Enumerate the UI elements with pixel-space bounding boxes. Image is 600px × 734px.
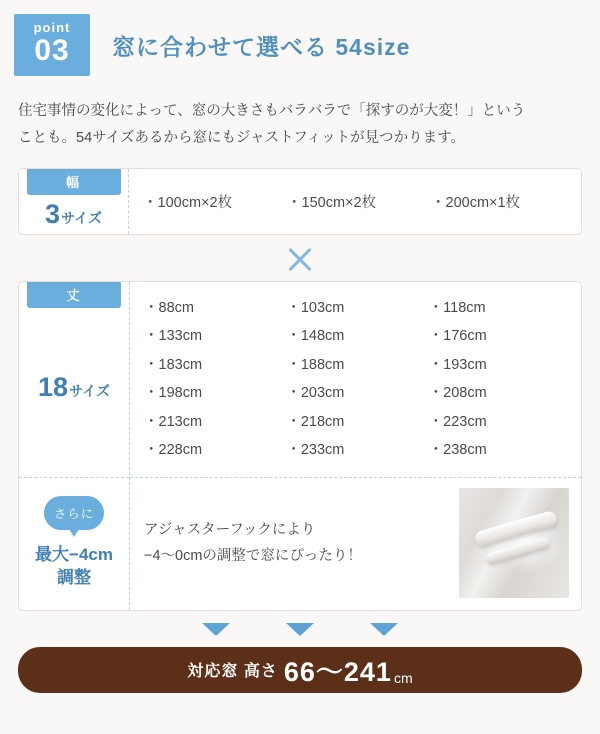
length-size-item: ・193cm (428, 356, 487, 373)
furthermore-bubble: さらに (44, 496, 104, 530)
adjuster-description-line-2: −4〜0cmの調整で窓にぴったり！ (144, 547, 362, 564)
point-number: 03 (34, 34, 70, 68)
section-header (0, 0, 600, 76)
length-label-column (19, 282, 129, 478)
length-size-grid (130, 282, 581, 478)
width-count-unit: サイズ (61, 209, 102, 226)
adjuster-headline (35, 544, 113, 590)
banner-value: 66〜241 (283, 657, 392, 688)
width-count (45, 198, 102, 229)
length-size-item: ・238cm (428, 442, 487, 459)
length-size-item: ・183cm (144, 356, 203, 373)
length-left-column (19, 282, 130, 610)
point-word: point (33, 20, 71, 36)
banner-label: 対応窓 高さ (187, 663, 278, 681)
width-option: ・100cm×2枚 (143, 194, 233, 211)
width-option-list (129, 169, 581, 234)
multiply-icon (285, 243, 315, 273)
arrow-down-icon (202, 623, 230, 636)
width-option: ・200cm×1枚 (431, 194, 521, 211)
lead-paragraph (18, 98, 582, 152)
length-card (18, 281, 582, 611)
lead-line-2: ことも。54サイズあるから窓にもジャストフィットが見つかります。 (18, 129, 465, 146)
banner-unit: cm (393, 669, 413, 686)
length-size-item: ・208cm (428, 385, 487, 402)
length-size-item: ・233cm (286, 442, 345, 459)
length-size-item: ・148cm (286, 328, 345, 345)
length-size-item: ・103cm (286, 299, 345, 316)
length-size-item: ・203cm (286, 385, 345, 402)
adjuster-headline-line-2: 調整 (56, 567, 91, 587)
adjuster-detail-row (130, 478, 581, 610)
arrow-row (0, 619, 600, 641)
length-count-unit: サイズ (69, 382, 110, 399)
width-tab-label: 幅 (27, 169, 121, 195)
supported-window-banner (18, 647, 582, 693)
length-size-item: ・198cm (144, 385, 203, 402)
length-size-item: ・218cm (286, 413, 345, 430)
length-size-item: ・133cm (144, 328, 203, 345)
width-card (18, 168, 582, 235)
length-size-item: ・223cm (428, 413, 487, 430)
length-size-item: ・188cm (286, 356, 345, 373)
adjuster-description (144, 517, 459, 569)
length-tab-label: 丈 (27, 282, 121, 308)
multiply-mark-wrap (0, 235, 600, 281)
width-option: ・150cm×2枚 (287, 194, 377, 211)
point-badge (14, 14, 90, 76)
page-title: 窓に合わせて選べる 54size (112, 33, 411, 60)
width-count-number: 3 (45, 198, 61, 229)
adjuster-hook-photo (459, 488, 569, 598)
length-count-number: 18 (38, 371, 69, 402)
lead-line-1: 住宅事情の変化によって、窓の大きさもバラバラで「探すのが大変！」という (18, 103, 526, 119)
arrow-down-icon (370, 623, 398, 636)
arrow-down-icon (286, 623, 314, 636)
adjuster-label-column (19, 478, 129, 610)
width-label-column (19, 169, 129, 234)
length-size-item: ・176cm (428, 328, 487, 345)
length-right-column (130, 282, 581, 610)
length-size-item: ・88cm (144, 299, 194, 316)
length-size-item: ・118cm (428, 299, 486, 316)
length-size-item: ・228cm (144, 442, 203, 459)
length-size-item: ・213cm (144, 413, 203, 430)
length-count (38, 371, 110, 402)
adjuster-headline-line-1: 最大−4cm (35, 544, 113, 564)
adjuster-description-line-1: アジャスターフックにより (144, 521, 316, 538)
